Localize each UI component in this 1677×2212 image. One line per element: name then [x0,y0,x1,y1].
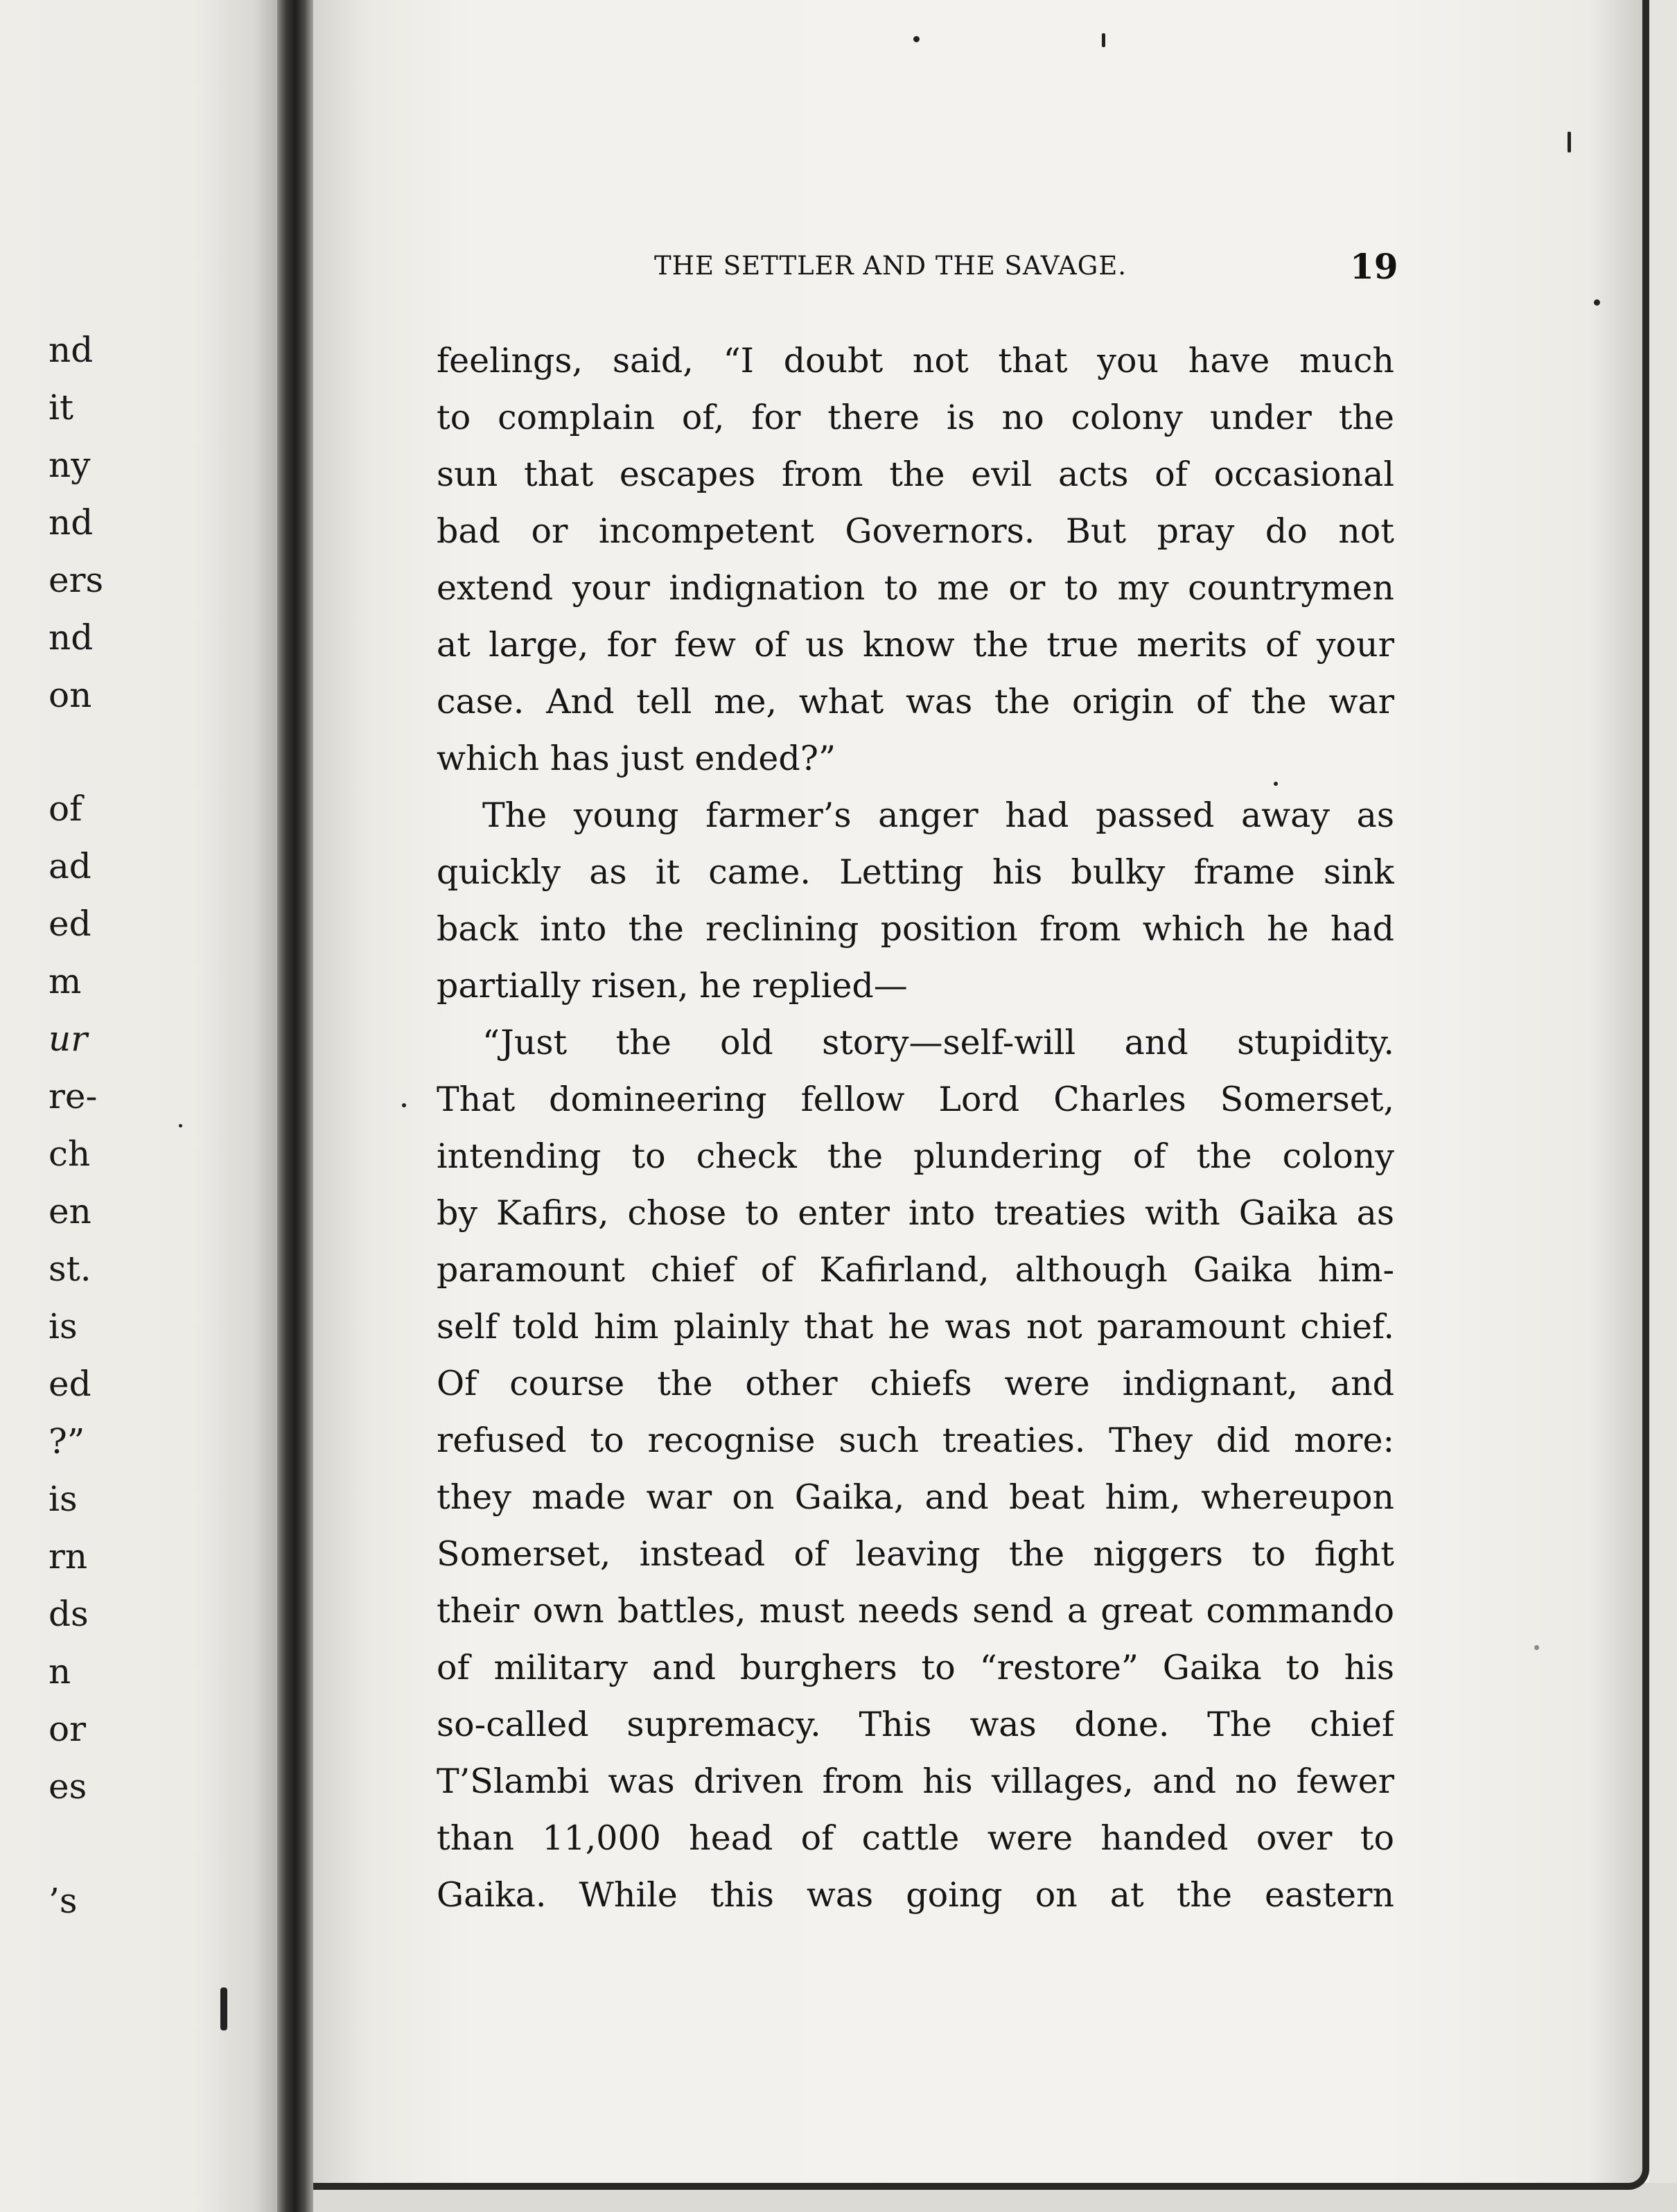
left-facing-page [0,0,277,2212]
book-gutter [277,0,313,2212]
text-line: That domineering fellow Lord Charles Somerset, [437,1080,1394,1119]
left-page-fragment: ?” [49,1421,85,1462]
scan-speck [220,1987,227,2030]
left-page-fragment: st. [49,1249,91,1289]
left-page-fragment: re- [49,1076,98,1116]
left-page-fragment: is [49,1479,78,1519]
left-page-fragment: ed [49,904,91,944]
text-line: they made war on Gaika, and beat him, whereupon [437,1477,1394,1517]
text-line: which has just ended?” [437,739,836,778]
text-line: self told him plainly that he was not paramount chief. [437,1307,1394,1346]
page-number: 19 [1350,246,1398,287]
text-line: partially risen, he replied— [437,966,908,1006]
body-text [437,333,1394,1924]
left-page-fragment: ed [49,1364,91,1404]
text-line: to complain of, for there is no colony under the [437,398,1394,437]
left-page-fragment: m [49,961,82,1001]
text-line: paramount chief of Kafirland, although Gaika him- [437,1250,1394,1290]
page-edge [1649,0,1677,2212]
left-page-fragment: en [49,1191,91,1231]
text-line: extend your indignation to me or to my countrymen [437,568,1394,608]
text-line: quickly as it came. Letting his bulky frame sink [437,852,1394,892]
left-page-fragment: or [49,1709,87,1749]
text-line: The young farmer’s anger had passed away as [482,796,1394,835]
scan-speck [1534,1645,1539,1650]
text-line: T’Slambi was driven from his villages, and no fewer [437,1762,1394,1801]
text-line: case. And tell me, what was the origin of the war [437,682,1394,721]
scan-speck [1102,33,1105,47]
scan-speck [1274,782,1278,786]
text-line: feelings, said, “I doubt not that you have much [437,341,1394,380]
left-page-fragment: of [49,789,82,829]
scan-speck [179,1124,182,1127]
text-line: Gaika. While this was going on at the eastern [437,1875,1394,1915]
left-page-fragment: ur [49,1019,88,1059]
text-line: by Kafirs, chose to enter into treaties with Gaika as [437,1193,1394,1233]
text-line: their own battles, must needs send a great commando [437,1591,1394,1631]
left-page-fragment: on [49,675,92,715]
left-page-fragment: ds [49,1594,89,1634]
text-line: refused to recognise such treaties. They did more: [437,1421,1394,1460]
left-page-fragment: es [49,1766,87,1807]
scan-speck [402,1103,406,1107]
text-line: than 11,000 head of cattle were handed over to [437,1818,1394,1858]
scan-speck [1568,132,1571,152]
left-page-fragment: ch [49,1134,91,1174]
left-page-fragment: nd [49,617,94,658]
left-page-fragment: is [49,1306,78,1346]
left-page-fragment: ad [49,846,91,886]
text-line: “Just the old story—self-will and stupidity. [482,1023,1394,1062]
text-line: at large, for few of us know the true merits of your [437,625,1394,665]
left-page-fragment: nd [49,330,94,370]
left-page-fragment: ers [49,560,104,600]
text-line: so-called supremacy. This was done. The chief [437,1705,1394,1744]
running-head: THE SETTLER AND THE SAVAGE. [654,251,1127,281]
text-line: Of course the other chiefs were indignant, and [437,1364,1394,1403]
left-page-fragment: rn [49,1536,88,1577]
left-page-fragment: it [49,387,74,428]
text-line: back into the reclining position from which he had [437,909,1394,949]
left-page-fragment: ’s [49,1881,78,1921]
left-page-fragment: ny [49,445,91,485]
text-line: sun that escapes from the evil acts of occasional [437,455,1394,494]
scan-speck [1594,299,1600,306]
left-page-fragment: nd [49,502,94,543]
scan-speck [913,36,920,42]
left-page-fragment: n [49,1651,71,1692]
text-line: Somerset, instead of leaving the niggers to fight [437,1534,1394,1574]
text-line: intending to check the plundering of the colony [437,1136,1394,1176]
text-line: bad or incompetent Governors. But pray do not [437,511,1394,551]
text-line: of military and burghers to “restore” Gaika to his [437,1648,1394,1687]
